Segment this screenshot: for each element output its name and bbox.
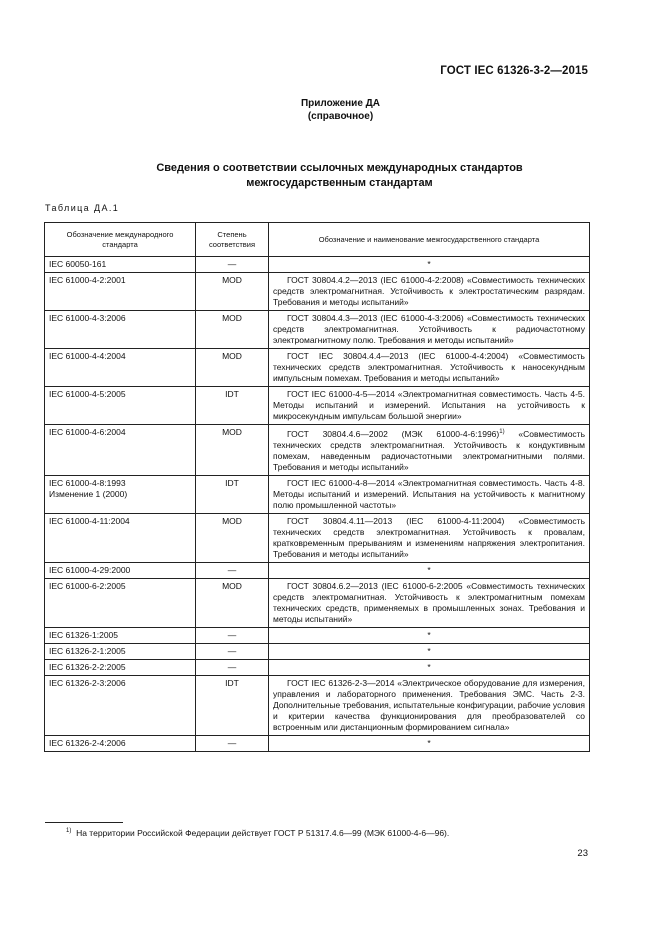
international-standard-cell: IEC 61000-4-11:2004 bbox=[45, 513, 196, 562]
interstate-standard-cell: ГОСТ IEC 61000-4-8—2014 «Электромагнитная совместимость. Часть 4-8. Методы испытаний и измерений. Испытания на устойчивость к магнитному полю промышленной частоты» bbox=[269, 475, 590, 513]
correspondence-table bbox=[44, 222, 590, 752]
standard-text: ГОСТ 30804.4.6—2002 (МЭК 61000-4-6:1996) bbox=[287, 428, 500, 439]
column-header-degree: Степень соответствия bbox=[196, 223, 269, 257]
international-standard-cell: IEC 61000-4-29:2000 bbox=[45, 562, 196, 578]
international-standard-cell: IEC 61000-4-6:2004 bbox=[45, 425, 196, 476]
table-row bbox=[45, 311, 590, 349]
footnote bbox=[66, 828, 449, 838]
table-caption: Таблица ДА.1 bbox=[45, 203, 120, 213]
table-row bbox=[45, 675, 590, 735]
degree-cell: IDT bbox=[196, 387, 269, 425]
international-standard-cell: IEC 61000-4-3:2006 bbox=[45, 311, 196, 349]
table-row bbox=[45, 578, 590, 627]
degree-cell: IDT bbox=[196, 675, 269, 735]
interstate-standard-cell: * bbox=[269, 735, 590, 751]
degree-cell: MOD bbox=[196, 513, 269, 562]
interstate-standard-cell bbox=[269, 425, 590, 476]
document-header: ГОСТ IEC 61326-3-2—2015 bbox=[440, 65, 588, 77]
table-header-row bbox=[45, 223, 590, 257]
table-row bbox=[45, 513, 590, 562]
footnote-text: На территории Российской Федерации действует ГОСТ Р 51317.4.6—99 (МЭК 61000-4-6—96). bbox=[76, 828, 450, 838]
international-standard-cell: IEC 61000-4-5:2005 bbox=[45, 387, 196, 425]
table-row bbox=[45, 425, 590, 476]
table-row bbox=[45, 349, 590, 387]
table-row bbox=[45, 562, 590, 578]
degree-cell: MOD bbox=[196, 425, 269, 476]
international-standard-cell: IEC 61000-4-4:2004 bbox=[45, 349, 196, 387]
degree-cell: MOD bbox=[196, 311, 269, 349]
degree-cell: — bbox=[196, 735, 269, 751]
column-header-international-standard: Обозначение международного стандарта bbox=[45, 223, 196, 257]
degree-cell: IDT bbox=[196, 475, 269, 513]
degree-cell: MOD bbox=[196, 273, 269, 311]
interstate-standard-cell: * bbox=[269, 643, 590, 659]
table-row bbox=[45, 257, 590, 273]
table-row bbox=[45, 735, 590, 751]
interstate-standard-cell: ГОСТ IEC 30804.4.4—2013 (IEC 61000-4-4:2004) «Совместимость технических средств электромагнитная. Устойчивость к наносекундным импульсным помехам. Требования и методы испытаний» bbox=[269, 349, 590, 387]
international-standard-cell: IEC 61000-4-8:1993 Изменение 1 (2000) bbox=[45, 475, 196, 513]
degree-cell: — bbox=[196, 659, 269, 675]
degree-cell: MOD bbox=[196, 578, 269, 627]
table-row bbox=[45, 627, 590, 643]
interstate-standard-cell: ГОСТ 30804.6.2—2013 (IEC 61000-6-2:2005 «Совместимость технических средств электромагнитная. Устойчивость к электромагнитным помехам технических средств, применяемых в промышленных зонах. Требования и методы испытаний» bbox=[269, 578, 590, 627]
international-standard-cell: IEC 61326-2-2:2005 bbox=[45, 659, 196, 675]
section-title-line2: межгосударственным стандартам bbox=[246, 177, 433, 189]
interstate-standard-cell: * bbox=[269, 627, 590, 643]
appendix-heading bbox=[0, 97, 661, 123]
interstate-standard-cell: * bbox=[269, 562, 590, 578]
table-row bbox=[45, 273, 590, 311]
table-row bbox=[45, 643, 590, 659]
table-row bbox=[45, 387, 590, 425]
appendix-subtitle: (справочное) bbox=[307, 111, 374, 122]
section-title bbox=[0, 161, 661, 191]
standard-text-continued: «Совместимость технических средств электромагнитная. Устойчивость к кондуктивным помехам, наведенным радиочастотными электромагнитными полями. Требования и методы испытаний» bbox=[273, 428, 585, 472]
interstate-standard-cell: ГОСТ 30804.4.2—2013 (IEC 61000-4-2:2008) «Совместимость технических средств электромагнитная. Устойчивость к электростатическим разрядам. Требования и методы испытаний» bbox=[269, 273, 590, 311]
interstate-standard-cell: ГОСТ 30804.4.11—2013 (IEC 61000-4-11:2004) «Совместимость технических средств электромагнитная. Устойчивость к провалам, кратковременным прерываниям и изменениям напряжения электропитания. Требования и методы испытаний» bbox=[269, 513, 590, 562]
international-standard-cell: IEC 60050-161 bbox=[45, 257, 196, 273]
international-standard-cell: IEC 61326-2-4:2006 bbox=[45, 735, 196, 751]
section-title-line1: Сведения о соответствии ссылочных международных стандартов bbox=[156, 162, 523, 174]
footnote-divider bbox=[45, 822, 123, 823]
appendix-title: Приложение ДА bbox=[300, 98, 381, 109]
column-header-interstate-standard: Обозначение и наименование межгосударственного стандарта bbox=[269, 223, 590, 257]
degree-cell: — bbox=[196, 257, 269, 273]
degree-cell: — bbox=[196, 562, 269, 578]
international-standard-cell: IEC 61000-6-2:2005 bbox=[45, 578, 196, 627]
interstate-standard-cell: ГОСТ IEC 61326-2-3—2014 «Электрическое оборудование для измерения, управления и лабораторного применения. Требования ЭМС. Часть 2-3. Дополнительные требования, испытательные конфигурации, рабочие условия и критерии качества функционирования для преобразователей со встроенным или дистанционным формированием сигнала» bbox=[269, 675, 590, 735]
table-row bbox=[45, 475, 590, 513]
degree-cell: MOD bbox=[196, 349, 269, 387]
interstate-standard-cell: ГОСТ 30804.4.3—2013 (IEC 61000-4-3:2006) «Совместимость технических средств электромагнитная. Устойчивость к радиочастотному электромагнитному полю. Требования и методы испытаний» bbox=[269, 311, 590, 349]
interstate-standard-cell: ГОСТ IEC 61000-4-5—2014 «Электромагнитная совместимость. Часть 4-5. Методы испытаний и измерений. Испытания на устойчивость к микросекундным импульсам большой энергии» bbox=[269, 387, 590, 425]
table-row bbox=[45, 659, 590, 675]
international-standard-cell: IEC 61000-4-2:2001 bbox=[45, 273, 196, 311]
interstate-standard-cell: * bbox=[269, 257, 590, 273]
footnote-mark: 1) bbox=[66, 828, 72, 835]
page-number: 23 bbox=[577, 848, 588, 859]
international-standard-cell: IEC 61326-2-1:2005 bbox=[45, 643, 196, 659]
interstate-standard-cell: * bbox=[269, 659, 590, 675]
degree-cell: — bbox=[196, 643, 269, 659]
international-standard-cell: IEC 61326-2-3:2006 bbox=[45, 675, 196, 735]
degree-cell: — bbox=[196, 627, 269, 643]
international-standard-cell: IEC 61326-1:2005 bbox=[45, 627, 196, 643]
footnote-reference: 1) bbox=[499, 429, 505, 435]
